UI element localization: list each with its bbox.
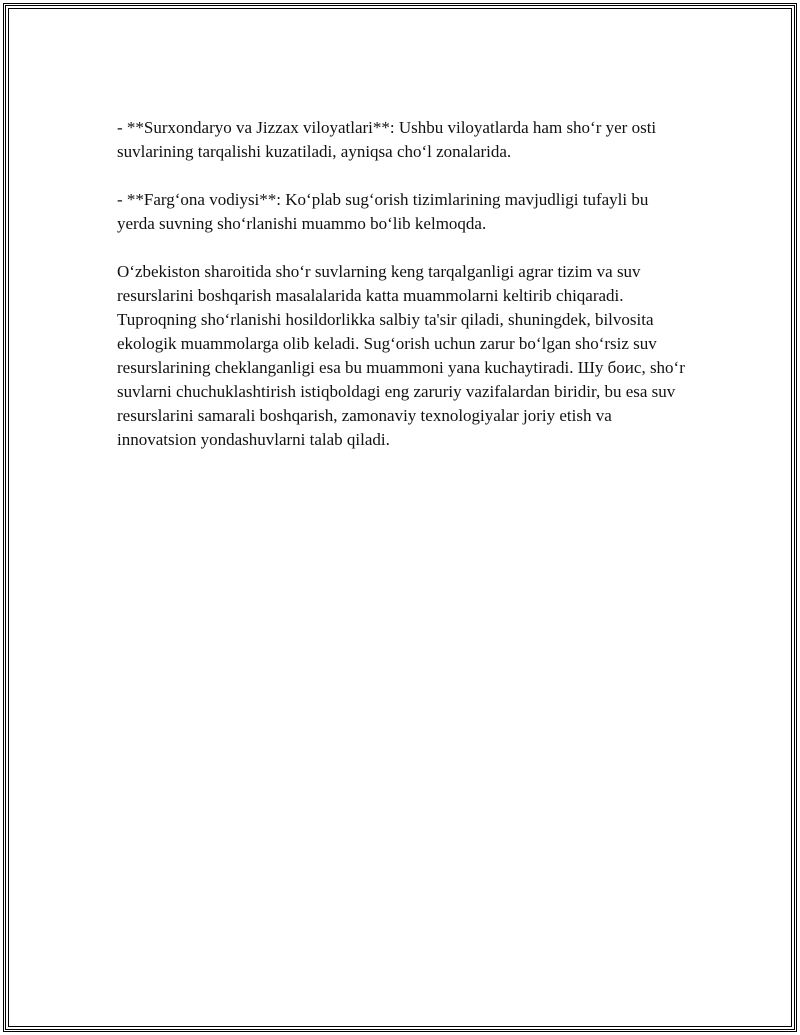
document-body	[117, 116, 687, 476]
paragraph-surxondaryo-jizzax: - **Surxondaryo va Jizzax viloyatlari**: Ushbu viloyatlarda ham sho‘r yer osti suvlarining tarqalishi kuzatiladi, ayniqsa cho‘l zonalarida.	[117, 118, 657, 161]
paragraph-fargona-vodiysi: - **Farg‘ona vodiysi**: Ko‘plab sug‘orish tizimlarining mavjudligi tufayli bu yerda suvning sho‘rlanishi muammo bo‘lib kelmoqda.	[117, 190, 649, 233]
paragraph-uzbekistan-saline-water: O‘zbekiston sharoitida sho‘r suvlarning keng tarqalganligi agrar tizim va suv resurslarini boshqarish masalalarida katta muammolarni keltirib chiqaradi. Tuproqning sho‘rlanishi hosildorlikka salbiy ta'sir qiladi, shuningdek, bilvosita ekologik muammolarga olib keladi. Sug‘orish uchun zarur bo‘lgan sho‘rsiz suv resurslarining cheklanganligi esa bu muammoni yana kuchaytiradi. Шу боис, sho‘r suvlarni chuchuklashtirish istiqboldagi eng zaruriy vazifalardan biridir, bu esa suv resurslarini samarali boshqarish, zamonaviy texnologiyalar joriy etish va innovatsion yondashuvlarni talab qiladi.	[117, 262, 685, 449]
